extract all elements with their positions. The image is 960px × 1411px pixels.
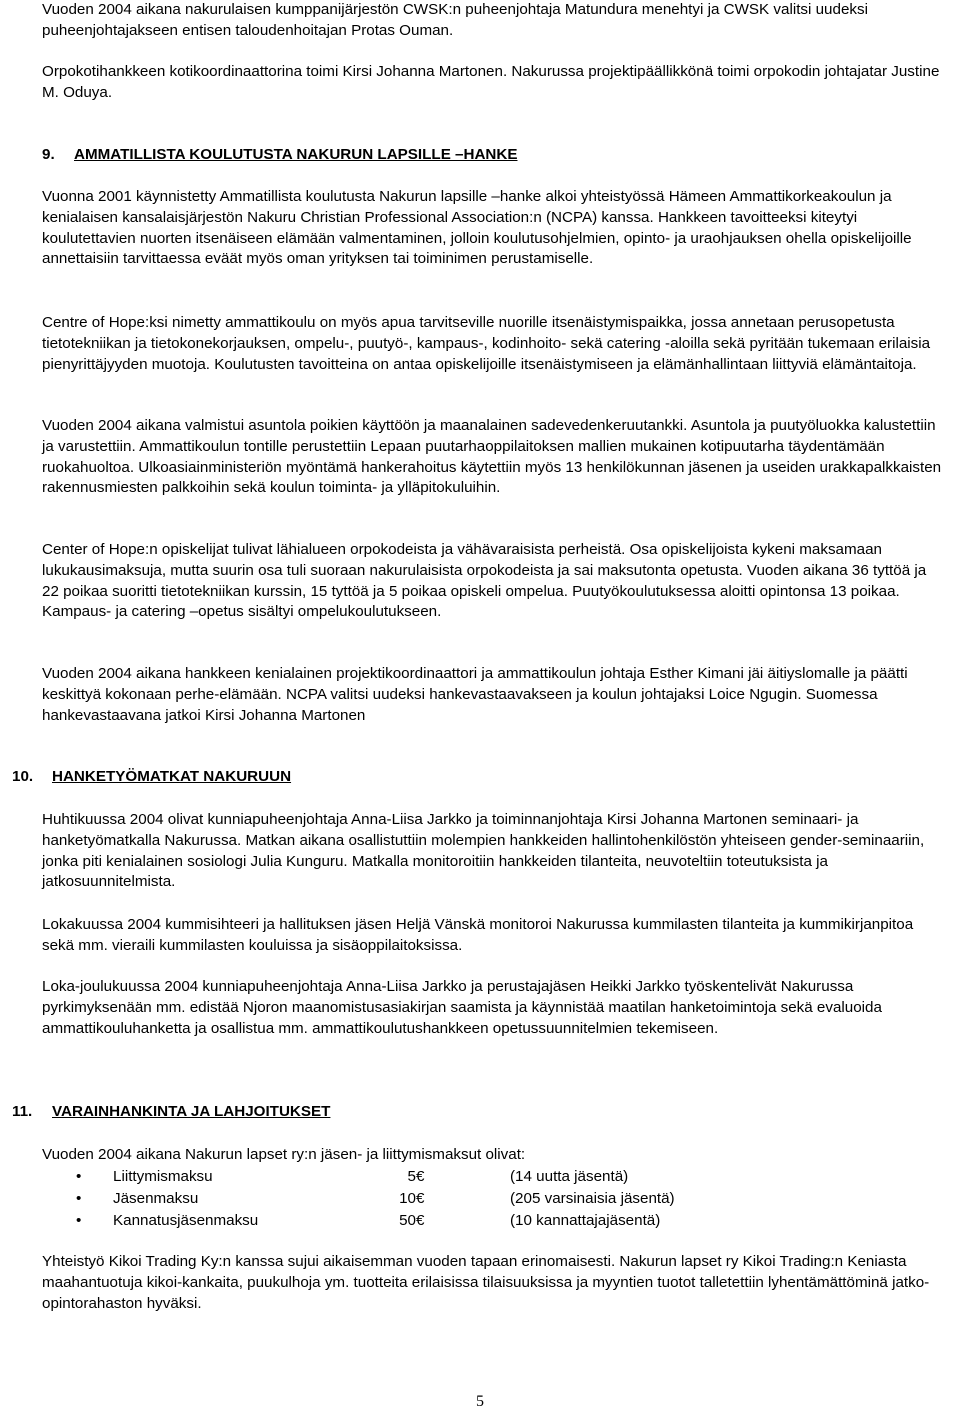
fee-amount: 5 [407,1168,416,1185]
fee-amount: 10 [399,1189,416,1207]
fee-currency: € [416,1189,425,1207]
bullet-icon: • [76,1189,82,1207]
bullet-icon: • [76,1168,82,1185]
bullet-icon: • [76,1211,82,1229]
paragraph-april-trip: Huhtikuussa 2004 olivat kunniapuheenjohtaja Anna-Liisa Jarkko ja toiminnanjohtaja Kirsi Johanna Martonen seminaari- ja hanketyömatkalla Nakurussa. Matkan aikana osallistuttiin molempien hankkeiden hallintohenkilöstön yhteiseen gender-seminaariin, jonka piti kenialainen sosiologi Julia Kunguru. Matkalla monitoroitiin hankkeiden tilanteita, neuvoteltiin toteutuksista ja jatkosuunnitelmista. [42,811,925,891]
fee-name: Jäsenmaksu [113,1189,199,1207]
section-9-heading [42,145,518,166]
fee-amount: 50 [399,1211,416,1229]
paragraph-orphanage: Orpokotihankkeen kotikoordinaattorina toimi Kirsi Johanna Martonen. Nakurussa projektipäällikkönä toimi orpokodin johtajatar Justine M. Oduya. [42,63,940,101]
section-title: AMMATILLISTA KOULUTUSTA NAKURUN LAPSILLE –HANKE [74,146,518,163]
section-11-heading [12,1102,331,1123]
fee-name: Liittymismaksu [113,1168,213,1185]
paragraph-centre-of-hope: Centre of Hope:ksi nimetty ammattikoulu on myös apua tarvitseville nuorille itsenäistymispaikka, jossa annetaan perusopetusta tietotekniikan ja tietokonekorjauksen, ompelu-, puutyö-, kampaus-, kodinhoito- sekä catering -aloilla sekä pyritään tukemaan erilaisia pienyrittäjyyden muotoja. Koulutusten tavoitteina on antaa opiskelijoille itsenäistymiseen ja elämänhallintaan liittyviä elämäntaitoja. [42,314,931,373]
paragraph-fees-intro: Vuoden 2004 aikana Nakurun lapset ry:n jäsen- ja liittymismaksut olivat: [42,1146,526,1163]
section-10-heading [12,767,292,788]
paragraph-coordinator: Vuoden 2004 aikana hankkeen kenialainen projektikoordinaattori ja ammattikoulun johtaja Esther Kimani jäi äitiyslomalle ja päätti keskittyä kokonaan perhe-elämään. NCPA valitsi uudeksi hankevastaavakseen ja koulun johtajaksi Loice Ngugin. Suomessa hankevastaavana jatkoi Kirsi Johanna Martonen [42,665,908,724]
fee-currency: € [416,1211,425,1229]
paragraph-students: Center of Hope:n opiskelijat tulivat lähialueen orpokodeista ja vähävaraisista perheistä. Osa opiskelijoista kykeni maksamaan lukukausimaksuja, mutta suurin osa tuli suoraan nakurulaisista orpokodeista ja sai maksutonta opetusta. Vuoden aikana 36 tyttöä ja 22 poikaa suoritti tietotekniikan kurssin, 15 tyttöä ja 5 poikaa opiskeli ompelua. Puutyökoulutuksessa aloitti opintonsa 13 poikaa. Kampaus- ja catering –opetus sisältyi ompelukoulutukseen. [42,541,927,621]
section-number: 11. [12,1103,33,1120]
paragraph-dormitory: Vuoden 2004 aikana valmistui asuntola poikien käyttöön ja maanalainen sadevedenkeruutankki. Asuntola ja puutyöluokka kalustettiin ja varustettiin. Ammattikoulun tontille perustettiin Lepaan puutarhaoppilaitoksen mallien mukainen kotipuutarha täydentämään ruokahuoltoa. Ulkoasiainministeriön myöntämä hankerahoitus käytettiin myös 13 henkilökunnan jäsenen ja useiden urakkapalkkaisten rakennusmiesten palkkoihin sekä koulun toiminta- ja ylläpitokuluihin. [42,417,942,497]
paragraph-autumn-trip: Loka-joulukuussa 2004 kunniapuheenjohtaja Anna-Liisa Jarkko ja perustajajäsen Heikki Jarkko työskentelivät Nakurussa pyrkimyksenään mm. edistää Njoron maanomistusasiakirjan saamista ja käynnistää maatilan hanketoimintoja sekä evaluoida ammattikouluhanketta ja osallistua mm. ammattikoulutushankkeen opetussuunnitelmien tekemiseen. [42,978,882,1037]
section-number: 10. [12,768,34,785]
section-title: HANKETYÖMATKAT NAKURUUN [52,768,292,785]
page-number: 5 [476,1393,484,1410]
fee-currency: € [416,1168,425,1185]
paragraph-kikoi: Yhteistyö Kikoi Trading Ky:n kanssa sujui aikaisemman vuoden tapaan erinomaisesti. Nakurun lapset ry Kikoi Trading:n Keniasta maahantuotuja kikoi-kankaita, puukulhoja ym. tuotteita erilaisissa tilaisuuksissa ja myyntien tuotot talletettiin lyhentämättöminä jatko-opintorahaston hyväksi. [42,1253,930,1312]
fee-note: (10 kannattajajäsentä) [510,1211,661,1229]
paragraph-vocational-intro: Vuonna 2001 käynnistetty Ammatillista koulutusta Nakurun lapsille –hanke alkoi yhteistyössä Hämeen Ammattikorkeakoulun ja kenialaisen kansalaisjärjestön Nakuru Christian Professional Association:n (NCPA) kanssa. Hankkeen tavoitteeksi kiteytyi koulutettavien nuorten itsenäiseen elämään valmentaminen, jolloin koulutusohjelmien, opinto- ja uraohjauksen ohella opiskelijoille annettaisiin tarvittaessa eväät myös oman yrityksen tai toiminimen perustamiselle. [42,188,912,268]
fee-name: Kannatusjäsenmaksu [113,1211,259,1229]
section-number: 9. [42,146,55,163]
paragraph-cwsk: Vuoden 2004 aikana nakurulaisen kumppanijärjestön CWSK:n puheenjohtaja Matundura menehtyi ja CWSK valitsi uudeksi puheenjohtajakseen entisen taloudenhoitajan Protas Ouman. [42,1,868,39]
paragraph-october-trip: Lokakuussa 2004 kummisihteeri ja hallituksen jäsen Heljä Vänskä monitoroi Nakurussa kummilasten tilanteita ja kummikirjanpitoa sekä mm. vieraili kummilasten kouluissa ja sisäoppilaitoksissa. [42,916,914,954]
section-title: VARAINHANKINTA JA LAHJOITUKSET [52,1103,331,1120]
fee-note: (205 varsinaisia jäsentä) [510,1189,675,1207]
fee-note: (14 uutta jäsentä) [510,1168,629,1185]
